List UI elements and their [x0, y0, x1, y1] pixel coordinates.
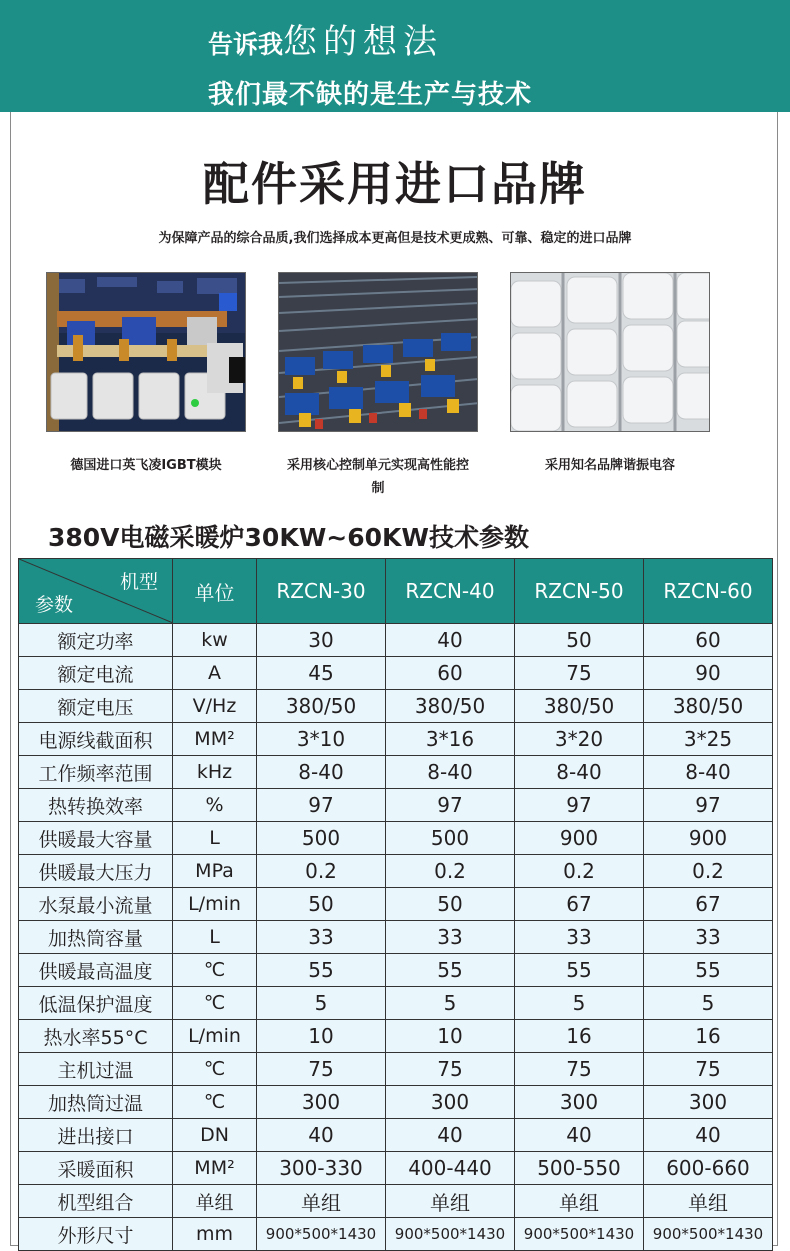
value-cell: 单组 [386, 1185, 515, 1218]
value-cell: 0.2 [515, 855, 644, 888]
value-cell: 55 [257, 954, 386, 987]
page-subtitle: 为保障产品的综合品质,我们选择成本更高但是技术更成熟、可靠、稳定的进口品牌 [158, 231, 632, 246]
param-name-cell: 加热筒容量 [19, 921, 173, 954]
table-row [19, 756, 773, 789]
param-name-cell: 机型组合 [19, 1185, 173, 1218]
param-name-cell: 热转换效率 [19, 789, 173, 822]
model-header: RZCN-60 [644, 559, 773, 624]
value-cell: 60 [644, 624, 773, 657]
param-name-cell: 供暖最大容量 [19, 822, 173, 855]
control-board-photo [278, 272, 478, 432]
table-row [19, 1086, 773, 1119]
value-cell: 75 [386, 1053, 515, 1086]
value-cell: 10 [257, 1020, 386, 1053]
value-cell: 50 [386, 888, 515, 921]
value-cell: 0.2 [386, 855, 515, 888]
model-header: RZCN-40 [386, 559, 515, 624]
table-row [19, 723, 773, 756]
value-cell: 30 [257, 624, 386, 657]
value-cell: 380/50 [386, 690, 515, 723]
value-cell: 3*16 [386, 723, 515, 756]
value-cell: 380/50 [515, 690, 644, 723]
model-header: RZCN-30 [257, 559, 386, 624]
value-cell: 40 [644, 1119, 773, 1152]
value-cell: 380/50 [257, 690, 386, 723]
feature-caption-capacitor: 采用知名品牌谐振电容 [544, 458, 675, 473]
unit-cell: L [173, 921, 257, 954]
param-name-cell: 采暖面积 [19, 1152, 173, 1185]
param-name-cell: 加热筒过温 [19, 1086, 173, 1119]
value-cell: 40 [257, 1119, 386, 1152]
unit-cell: kw [173, 624, 257, 657]
param-name-cell: 额定电流 [19, 657, 173, 690]
unit-cell: % [173, 789, 257, 822]
value-cell: 97 [257, 789, 386, 822]
model-header: RZCN-50 [515, 559, 644, 624]
unit-header: 单位 [173, 559, 257, 624]
param-name-cell: 外形尺寸 [19, 1218, 173, 1251]
value-cell: 75 [515, 657, 644, 690]
table-row [19, 1020, 773, 1053]
value-cell: 55 [644, 954, 773, 987]
param-name-cell: 工作频率范围 [19, 756, 173, 789]
spec-table-body [19, 624, 773, 1251]
value-cell: 5 [257, 987, 386, 1020]
value-cell: 67 [644, 888, 773, 921]
table-row [19, 1119, 773, 1152]
table-row [19, 921, 773, 954]
value-cell: 8-40 [515, 756, 644, 789]
unit-cell: ℃ [173, 1053, 257, 1086]
value-cell: 67 [515, 888, 644, 921]
value-cell: 5 [386, 987, 515, 1020]
param-name-cell: 供暖最高温度 [19, 954, 173, 987]
value-cell: 300 [257, 1086, 386, 1119]
unit-cell: DN [173, 1119, 257, 1152]
value-cell: 600-660 [644, 1152, 773, 1185]
value-cell: 40 [386, 624, 515, 657]
top-banner [0, 0, 790, 112]
unit-cell: kHz [173, 756, 257, 789]
value-cell: 单组 [515, 1185, 644, 1218]
value-cell: 60 [386, 657, 515, 690]
value-cell: 3*25 [644, 723, 773, 756]
table-row [19, 987, 773, 1020]
value-cell: 40 [515, 1119, 644, 1152]
unit-cell: L [173, 822, 257, 855]
table-row [19, 1218, 773, 1251]
unit-cell: ℃ [173, 987, 257, 1020]
value-cell: 900 [515, 822, 644, 855]
value-cell: 33 [644, 921, 773, 954]
table-row [19, 888, 773, 921]
table-row [19, 855, 773, 888]
unit-cell: MPa [173, 855, 257, 888]
spec-table-title: 380V电磁采暖炉30KW~60KW技术参数 [48, 523, 529, 552]
unit-cell: V/Hz [173, 690, 257, 723]
corner-header-cell [19, 559, 173, 624]
value-cell: 900*500*1430 [257, 1218, 386, 1251]
unit-cell: L/min [173, 1020, 257, 1053]
value-cell: 5 [515, 987, 644, 1020]
param-name-cell: 低温保护温度 [19, 987, 173, 1020]
table-row [19, 657, 773, 690]
value-cell: 75 [644, 1053, 773, 1086]
param-name-cell: 水泵最小流量 [19, 888, 173, 921]
value-cell: 单组 [257, 1185, 386, 1218]
value-cell: 55 [386, 954, 515, 987]
value-cell: 300 [386, 1086, 515, 1119]
value-cell: 45 [257, 657, 386, 690]
value-cell: 单组 [644, 1185, 773, 1218]
value-cell: 8-40 [386, 756, 515, 789]
param-name-cell: 电源线截面积 [19, 723, 173, 756]
unit-cell: L/min [173, 888, 257, 921]
table-row [19, 822, 773, 855]
igbt-module-photo [46, 272, 246, 432]
param-name-cell: 热水率55°C [19, 1020, 173, 1053]
value-cell: 75 [515, 1053, 644, 1086]
value-cell: 380/50 [644, 690, 773, 723]
spec-table [18, 558, 773, 1251]
value-cell: 3*10 [257, 723, 386, 756]
value-cell: 300 [515, 1086, 644, 1119]
value-cell: 0.2 [644, 855, 773, 888]
value-cell: 900 [644, 822, 773, 855]
page-title: 配件采用进口品牌 [203, 157, 587, 211]
feature-caption-control: 采用核心控制单元实现高性能控制 [286, 458, 469, 496]
value-cell: 75 [257, 1053, 386, 1086]
banner-headline-prefix: 告诉我 [208, 30, 284, 59]
param-name-cell: 额定电压 [19, 690, 173, 723]
param-name-cell: 供暖最大压力 [19, 855, 173, 888]
unit-cell: ℃ [173, 1086, 257, 1119]
value-cell: 500 [257, 822, 386, 855]
value-cell: 3*20 [515, 723, 644, 756]
value-cell: 16 [644, 1020, 773, 1053]
spec-table-header-row [19, 559, 773, 624]
table-row [19, 690, 773, 723]
unit-cell: MM² [173, 723, 257, 756]
corner-param-label: 参数 [35, 594, 74, 616]
table-row [19, 1053, 773, 1086]
value-cell: 90 [644, 657, 773, 690]
banner-headline [208, 14, 443, 63]
feature-caption-igbt: 德国进口英飞凌IGBT模块 [70, 458, 222, 473]
value-cell: 10 [386, 1020, 515, 1053]
value-cell: 8-40 [257, 756, 386, 789]
value-cell: 33 [386, 921, 515, 954]
unit-cell: A [173, 657, 257, 690]
value-cell: 900*500*1430 [644, 1218, 773, 1251]
value-cell: 97 [644, 789, 773, 822]
value-cell: 55 [515, 954, 644, 987]
value-cell: 97 [386, 789, 515, 822]
banner-headline-script: 您的想法 [283, 22, 444, 62]
value-cell: 33 [515, 921, 644, 954]
value-cell: 500-550 [515, 1152, 644, 1185]
value-cell: 33 [257, 921, 386, 954]
unit-cell: mm [173, 1218, 257, 1251]
param-name-cell: 进出接口 [19, 1119, 173, 1152]
value-cell: 5 [644, 987, 773, 1020]
value-cell: 50 [515, 624, 644, 657]
value-cell: 40 [386, 1119, 515, 1152]
value-cell: 900*500*1430 [386, 1218, 515, 1251]
table-row [19, 1185, 773, 1218]
value-cell: 900*500*1430 [515, 1218, 644, 1251]
banner-tagline: 我们最不缺的是生产与技术 [208, 80, 533, 110]
table-row [19, 624, 773, 657]
value-cell: 97 [515, 789, 644, 822]
value-cell: 0.2 [257, 855, 386, 888]
unit-cell: MM² [173, 1152, 257, 1185]
table-row [19, 789, 773, 822]
value-cell: 8-40 [644, 756, 773, 789]
value-cell: 500 [386, 822, 515, 855]
corner-model-label: 机型 [119, 571, 158, 593]
value-cell: 400-440 [386, 1152, 515, 1185]
param-name-cell: 主机过温 [19, 1053, 173, 1086]
table-row [19, 954, 773, 987]
value-cell: 300 [644, 1086, 773, 1119]
value-cell: 300-330 [257, 1152, 386, 1185]
param-name-cell: 额定功率 [19, 624, 173, 657]
value-cell: 50 [257, 888, 386, 921]
value-cell: 16 [515, 1020, 644, 1053]
unit-cell: 单组 [173, 1185, 257, 1218]
capacitor-photo [510, 272, 710, 432]
table-row [19, 1152, 773, 1185]
unit-cell: ℃ [173, 954, 257, 987]
